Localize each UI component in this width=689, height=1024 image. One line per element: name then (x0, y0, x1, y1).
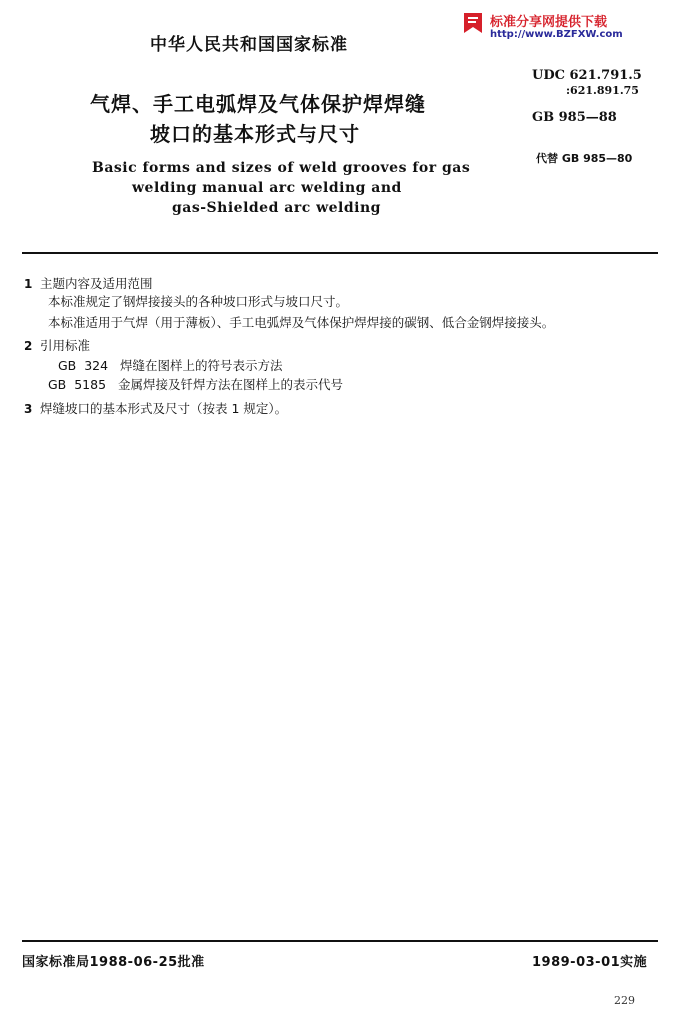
replaces-standard: 代替 GB 985—80 (536, 152, 633, 165)
page-number: 229 (614, 994, 635, 1007)
effective-date: 1989-03-01实施 (532, 955, 648, 970)
publisher-header: 中华人民共和国国家标准 (150, 35, 348, 55)
reference-item: GB 324 焊缝在图样上的符号表示方法 (58, 358, 283, 373)
section-number: 3 (24, 402, 33, 416)
watermark-banner[interactable] (460, 8, 630, 44)
footer-divider (22, 940, 658, 942)
watermark-url-link[interactable]: http://www.BZFXW.com (490, 29, 623, 40)
udc-code: UDC 621.791.5 (532, 68, 642, 83)
reference-item: GB 5185 金属焊接及钎焊方法在图样上的表示代号 (48, 377, 343, 392)
english-title-line-2: welding manual arc welding and (132, 180, 402, 196)
section-paragraph: 本标准适用于气焊（用于薄板）、手工电弧焊及气体保护焊焊接的碳钢、低合金钢焊接接头。 (48, 315, 555, 330)
english-title-line-1: Basic forms and sizes of weld grooves for gas (92, 160, 471, 176)
section-heading: 主题内容及适用范围 (40, 276, 153, 291)
section-heading: 引用标准 (40, 338, 91, 353)
approval-date: 国家标准局1988-06-25批准 (22, 955, 205, 970)
english-title-line-3: gas-Shielded arc welding (172, 200, 381, 216)
section-heading: 焊缝坡口的基本形式及尺寸（按表 1 规定）。 (40, 401, 288, 416)
gb-standard-number: GB 985—88 (532, 110, 617, 125)
chinese-title-line-2: 坡口的基本形式与尺寸 (150, 122, 360, 146)
udc-code-cont: :621.891.75 (566, 84, 639, 97)
section-number: 1 (24, 277, 33, 291)
bookmark-logo-icon (460, 10, 486, 36)
watermark-title: 标准分享网提供下载 (490, 15, 608, 30)
section-number: 2 (24, 339, 33, 353)
section-paragraph: 本标准规定了钢焊接接头的各种坡口形式与坡口尺寸。 (48, 294, 349, 309)
chinese-title-line-1: 气焊、手工电弧焊及气体保护焊焊缝 (90, 92, 426, 116)
header-divider (22, 252, 658, 254)
